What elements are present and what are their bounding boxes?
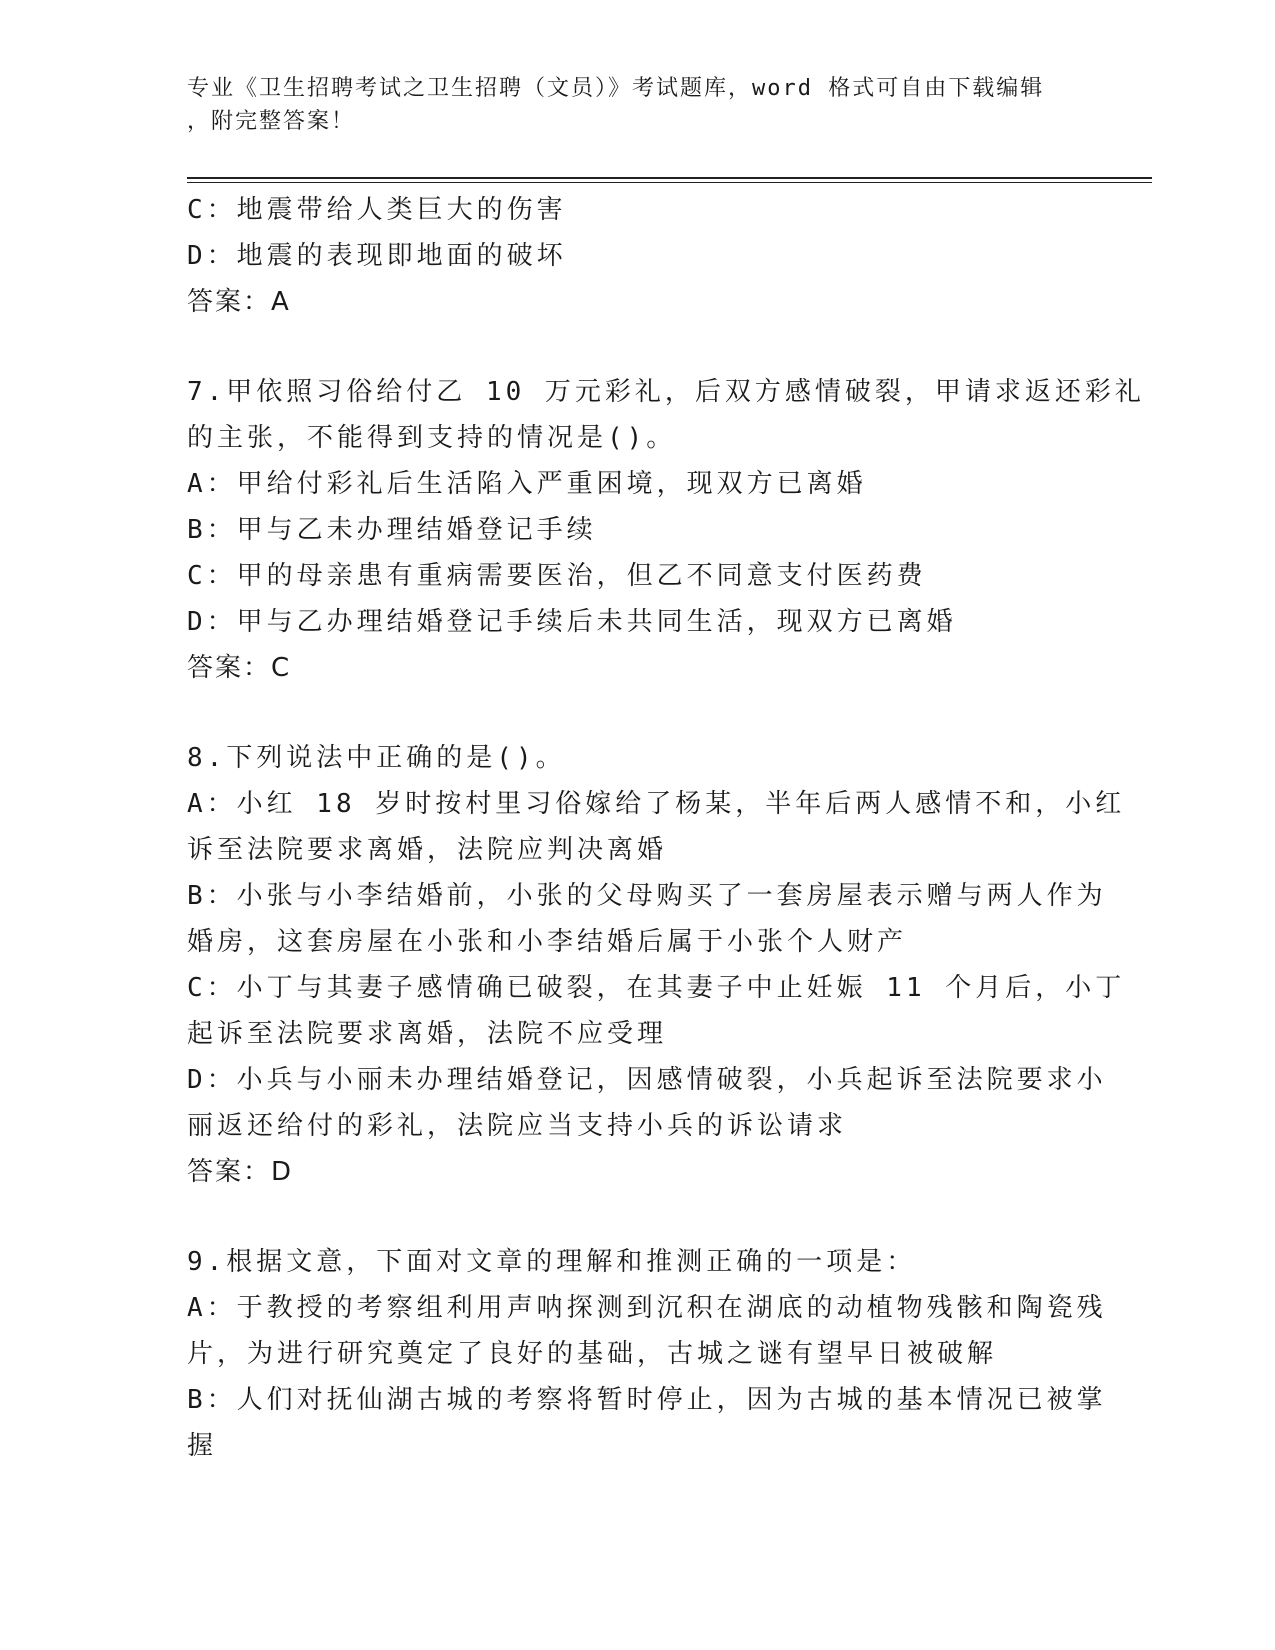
header-line-2: ，附完整答案！ <box>187 109 356 134</box>
option-a-line-1: A：小红 18 岁时按村里习俗嫁给了杨某，半年后两人感情不和，小红 <box>187 789 1126 819</box>
header-divider-thin <box>187 182 1152 183</box>
option-a-line-1: A：于教授的考察组利用声呐探测到沉积在湖底的动植物残骸和陶瓷残 <box>187 1293 1107 1323</box>
option-c-line-1: C：小丁与其妻子感情确已破裂，在其妻子中止妊娠 11 个月后，小丁 <box>187 973 1126 1003</box>
option-b-line-1: B：人们对抚仙湖古城的考察将暂时停止，因为古城的基本情况已被掌 <box>187 1385 1107 1415</box>
question-9 <box>187 1239 1107 1469</box>
option-b: B：甲与乙未办理结婚登记手续 <box>187 515 597 545</box>
question-7 <box>187 369 1145 691</box>
option-b-line-2: 握 <box>187 1431 218 1461</box>
option-a: A：甲给付彩礼后生活陷入严重困境，现双方已离婚 <box>187 469 867 499</box>
question-8 <box>187 735 1126 1195</box>
option-a-line-2: 片，为进行研究奠定了良好的基础，古城之谜有望早日被破解 <box>187 1339 998 1369</box>
question-stem: 9.根据文意，下面对文章的理解和推测正确的一项是： <box>187 1247 917 1277</box>
question-6 <box>187 187 1087 325</box>
option-a-line-2: 诉至法院要求离婚，法院应判决离婚 <box>187 835 668 865</box>
option-c: C：甲的母亲患有重病需要医治，但乙不同意支付医药费 <box>187 561 927 591</box>
spacer <box>187 1195 1087 1239</box>
question-stem-line-1: 7.甲依照习俗给付乙 10 万元彩礼，后双方感情破裂，甲请求返还彩礼 <box>187 377 1145 407</box>
option-b-line-1: B：小张与小李结婚前，小张的父母购买了一套房屋表示赠与两人作为 <box>187 881 1107 911</box>
option-d-line-2: 丽返还给付的彩礼，法院应当支持小兵的诉讼请求 <box>187 1111 848 1141</box>
option-d: D：地震的表现即地面的破坏 <box>187 241 567 271</box>
page-header <box>187 72 1067 138</box>
header-divider-thick <box>187 177 1152 179</box>
spacer <box>187 691 1087 735</box>
answer: 答案：C <box>187 653 292 683</box>
question-list <box>187 187 1145 1469</box>
option-c-line-2: 起诉至法院要求离婚，法院不应受理 <box>187 1019 668 1049</box>
answer: 答案：D <box>187 1157 294 1187</box>
answer: 答案：A <box>187 287 291 317</box>
question-stem-line-2: 的主张，不能得到支持的情况是()。 <box>187 423 677 453</box>
option-d-line-1: D：小兵与小丽未办理结婚登记，因感情破裂，小兵起诉至法院要求小 <box>187 1065 1107 1095</box>
option-d: D：甲与乙办理结婚登记手续后未共同生活，现双方已离婚 <box>187 607 957 637</box>
option-b-line-2: 婚房，这套房屋在小张和小李结婚后属于小张个人财产 <box>187 927 908 957</box>
option-c: C：地震带给人类巨大的伤害 <box>187 195 567 225</box>
question-stem: 8.下列说法中正确的是()。 <box>187 743 566 773</box>
header-line-1: 专业《卫生招聘考试之卫生招聘（文员）》考试题库，word 格式可自由下载编辑 <box>187 76 1045 101</box>
spacer <box>187 325 1087 369</box>
